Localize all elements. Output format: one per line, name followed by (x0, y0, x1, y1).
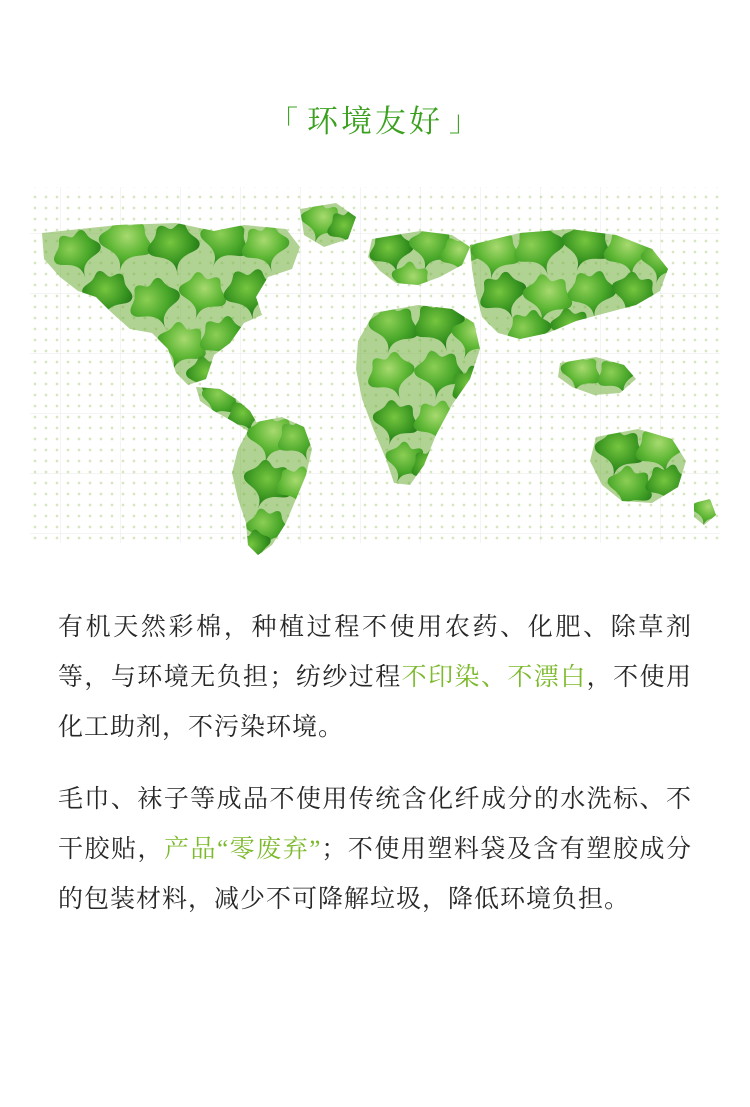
paragraph-2-segment-1: 毛巾、袜子等成品不使用传统含化纤成分的水洗标、不干胶贴， (58, 786, 692, 863)
paragraph-2-highlight: 产品“零废弃” (164, 836, 322, 863)
paragraph-2 (58, 775, 692, 925)
bracket-right-icon: 」 (449, 106, 482, 138)
paragraph-1 (58, 603, 692, 753)
page-title (263, 96, 487, 141)
paragraph-1-segment-3: ，不使用化工助剂，不污染环境。 (58, 664, 692, 741)
paragraph-2-segment-3: ；不使用塑料袋及含有塑胶成分的包装材料，减少不可降解垃圾，降低环境负担。 (58, 836, 692, 913)
bracket-left-icon: 「 (268, 106, 301, 138)
page-header (0, 0, 750, 141)
world-map-svg (0, 173, 750, 573)
paragraph-1-highlight: 不印染、不漂白 (401, 664, 587, 691)
body-content (0, 573, 750, 925)
paragraph-1-segment-1: 有机天然彩棉，种植过程不使用农药、化肥、除草剂等，与环境无负担；纺纱过程 (58, 614, 692, 691)
world-map-illustration (0, 173, 750, 573)
page-title-text: 环境友好 (307, 104, 443, 139)
